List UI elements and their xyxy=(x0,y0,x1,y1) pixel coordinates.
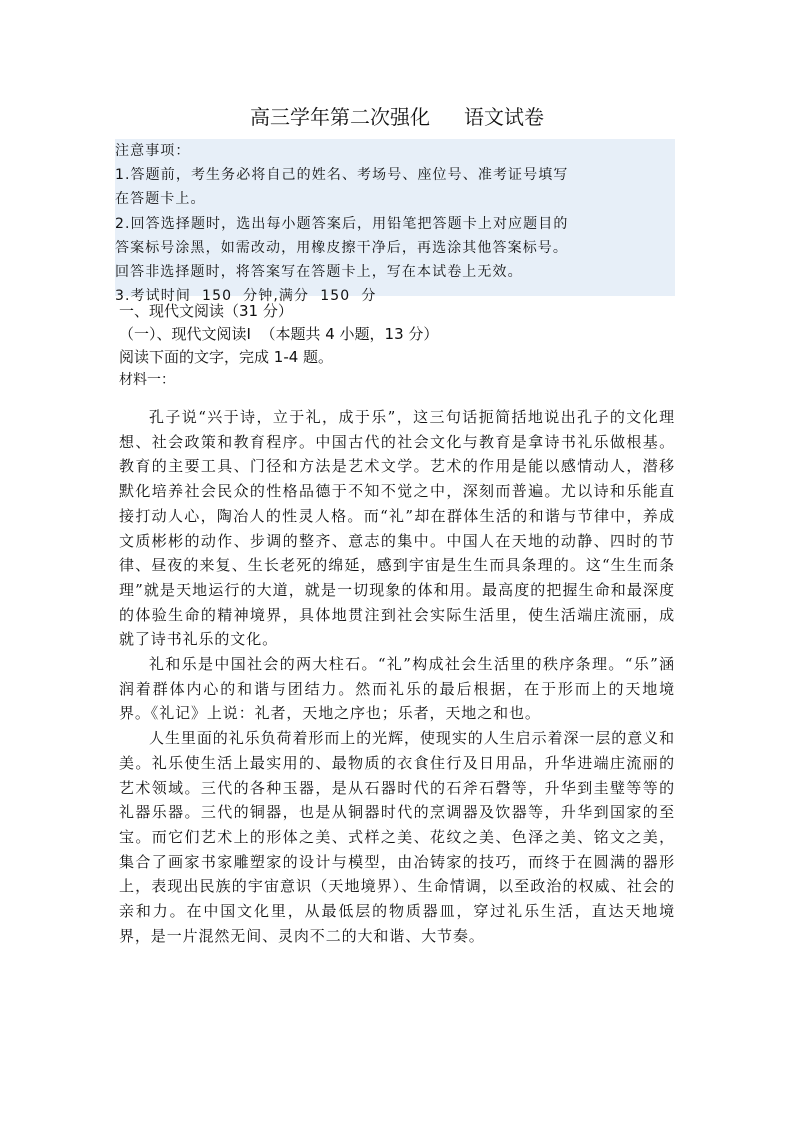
section-subheading: （一）、现代文阅读Ⅰ （本题共 4 小题，13 分） xyxy=(119,325,439,343)
material-label: 材料一： xyxy=(119,372,175,388)
notice-heading: 注意事项： xyxy=(115,143,191,159)
section-instruction: 阅读下面的文字，完成 1-4 题。 xyxy=(119,348,334,366)
material-paragraph: 礼和乐是中国社会的两大柱石。“礼”构成社会生活里的秩序条理。“乐”涵润着群体内心的和谐与团结力。然而礼乐的最后根据，在于形而上的天地境界。《礼记》上说：礼者，天地之序也；乐者，天地之和也。 xyxy=(119,655,675,723)
section-heading: 一、现代文阅读（31 分） xyxy=(119,302,293,320)
notice-line: 在答题卡上。 xyxy=(115,191,206,208)
material-paragraph: 人生里面的礼乐负荷着形而上的光辉，使现实的人生启示着深一层的意义和美。礼乐使生活上最实用的、最物质的衣食住行及日用品，升华进端庄流丽的艺术领域。三代的各种玉器，是从石器时代的石斧石磬等，升华到圭璧等等的礼器乐器。三代的铜器，也是从铜器时代的烹调器及饮器等，升华到国家的至宝。而它们艺术上的形体之美、式样之美、花纹之美、色泽之美、铭文之美，集合了画家书家雕塑家的设计与模型，由冶铸家的技巧，而终于在圆满的器形上，表现出民族的宇宙意识（天地境界）、生命情调，以至政治的权威、社会的亲和力。在中国文化里，从最低层的物质器皿，穿过礼乐生活，直达天地境界，是一片混然无间、灵肉不二的大和谐、大节奏。 xyxy=(119,729,675,945)
notice-line: 3.考试时间 150 分钟,满分 150 分 xyxy=(115,288,377,305)
material-paragraph: 孔子说“兴于诗，立于礼，成于乐”，这三句话扼简括地说出孔子的文化理想、社会政策和教育程序。中国古代的社会文化与教育是拿诗书礼乐做根基。教育的主要工具、门径和方法是艺术文学。艺术的作用是能以感情动人，潜移默化培养社会民众的性格品德于不知不觉之中，深刻而普遍。尤以诗和乐能直接打动人心，陶冶人的性灵人格。而“礼”却在群体生活的和谐与节律中，养成文质彬彬的动作、步调的整齐、意志的集中。中国人在天地的动静、四时的节律、昼夜的来复、生长老死的绵延，感到宇宙是生生而具条理的。这“生生而条理”就是天地运行的大道，就是一切现象的体和用。最高度的把握生命和最深度的体验生命的精神境界，具体地贯注到社会实际生活里，使生活端庄流丽，成就了诗书礼乐的文化。 xyxy=(119,408,675,649)
section-header xyxy=(119,300,679,392)
title-main: 高三学年第二次强化 xyxy=(250,105,430,129)
notice-line: 答案标号涂黑，如需改动，用橡皮擦干净后，再选涂其他答案标号。 xyxy=(115,239,568,256)
notice-line: 1.答题前，考生务必将自己的姓名、考场号、座位号、准考证号填写 xyxy=(115,167,569,184)
notice-line: 2.回答选择题时，选出每小题答案后，用铅笔把答题卡上对应题目的 xyxy=(115,215,569,232)
notice-box xyxy=(115,139,675,305)
material-text xyxy=(119,405,675,948)
page-title xyxy=(0,103,794,131)
notice-line: 回答非选择题时，将答案写在答题卡上，写在本试卷上无效。 xyxy=(115,264,523,281)
title-subject: 语文试卷 xyxy=(464,105,544,129)
